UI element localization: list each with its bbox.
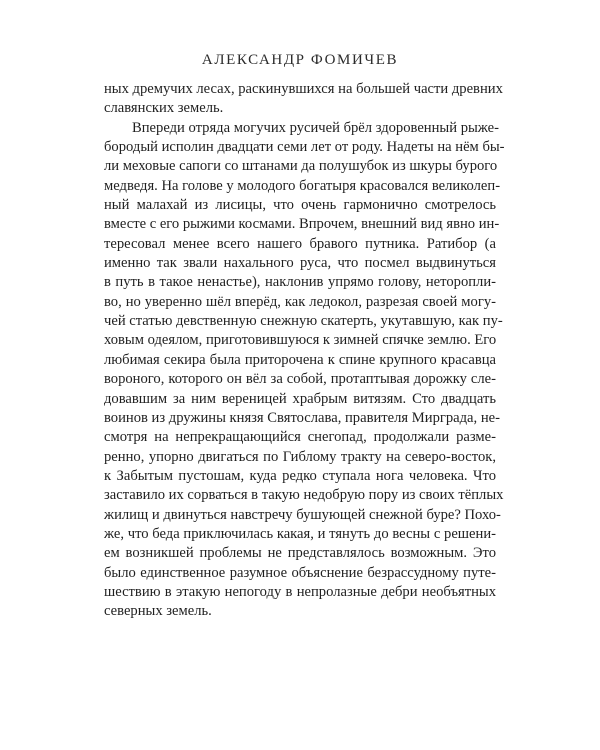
text-line: во, но уверенно шёл вперёд, как ледокол, разрезая своей могу- bbox=[104, 293, 496, 310]
text-line: бородый исполин двадцати семи лет от роду. Надеты на нём бы- bbox=[104, 139, 505, 156]
text-line: смотря на непрекращающийся снегопад, продолжали разме- bbox=[104, 429, 496, 446]
paragraph-first-line: Впереди отряда могучих русичей брёл здоровенный рыже- bbox=[132, 119, 500, 136]
text-line: шествию в этакую непогоду в непролазные дебри необъятных bbox=[104, 583, 496, 600]
text-line: вместе с его рыжими космами. Впрочем, внешний вид явно ин- bbox=[104, 216, 500, 233]
text-line: было единственное разумное объяснение безрассудному путе- bbox=[104, 564, 496, 581]
text-line: вороного, которого он вёл за собой, протаптывая дорожку сле- bbox=[104, 371, 496, 388]
text-line: жилищ и двинуться навстречу бушующей снежной буре? Похо- bbox=[104, 506, 501, 523]
text-line: северных земель. bbox=[104, 603, 212, 620]
text-line: чей статью девственную снежную скатерть, укутавшую, как пу- bbox=[104, 313, 503, 330]
text-line: довавшим за ним вереницей храбрым витязям. Сто двадцать bbox=[104, 390, 496, 407]
text-line: именно так звали нахального руса, что посмел выдвинуться bbox=[104, 255, 496, 272]
text-line: к Забытым пустошам, куда редко ступала нога человека. Что bbox=[104, 467, 496, 484]
running-header-author: АЛЕКСАНДР ФОМИЧЕВ bbox=[201, 52, 399, 68]
text-line: тересовал менее всего нашего бравого путника. Ратибор (а bbox=[104, 235, 496, 252]
text-line: ховым одеялом, приготовившуюся к зимней спячке землю. Его bbox=[104, 332, 497, 349]
text-line: ный малахай из лисицы, что очень гармонично смотрелось bbox=[104, 197, 496, 214]
text-line: в путь в такое ненастье), наклонив упрямо голову, неторопли- bbox=[104, 274, 496, 291]
text-line: ных дремучих лесах, раскинувшихся на большей части древних bbox=[104, 81, 503, 97]
text-line: любимая секира была приторочена к спине крупного красавца bbox=[104, 351, 496, 368]
body-text bbox=[104, 80, 505, 622]
text-line: ренно, упорно двигаться по Гиблому тракту на северо-восток, bbox=[104, 448, 496, 465]
text-line: ли меховые сапоги со штанами да полушубок из шкуры бурого bbox=[104, 158, 498, 175]
text-line: воинов из дружины князя Святослава, правителя Мирграда, не- bbox=[104, 409, 500, 426]
text-line: славянских земель. bbox=[104, 100, 224, 117]
text-line: ем возникшей проблемы не представлялось возможным. Это bbox=[104, 545, 496, 562]
text-line: же, что беда приключилась какая, и тянуть до весны с решени- bbox=[104, 525, 496, 542]
text-line: медведя. На голове у молодого богатыря красовался великолеп- bbox=[104, 177, 501, 194]
text-line: заставило их сорваться в такую недобрую пору из своих тёплых bbox=[104, 487, 504, 504]
